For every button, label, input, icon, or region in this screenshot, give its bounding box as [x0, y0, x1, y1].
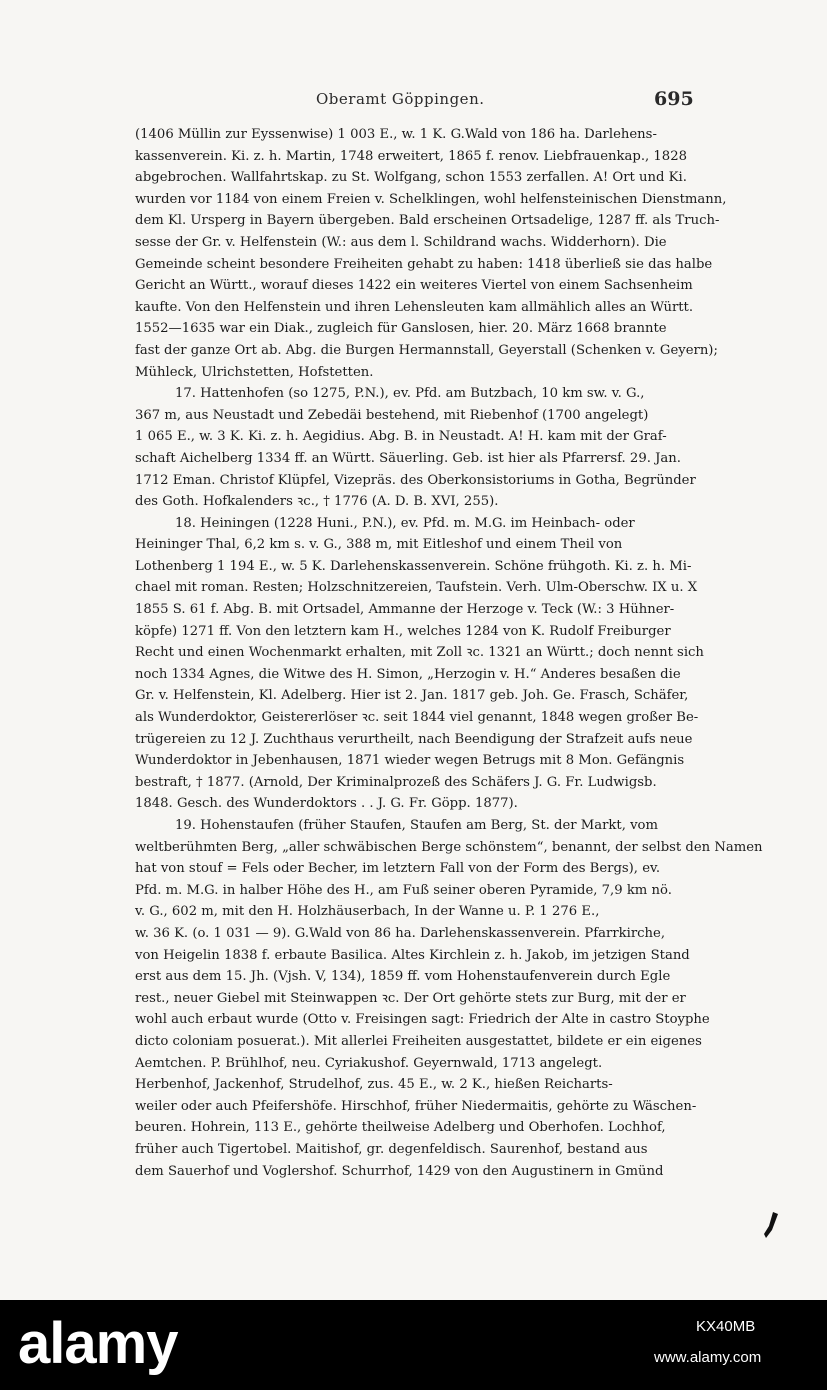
text-line: als Wunderdoktor, Geistererlöser ꝛc. seit 1844 viel genannt, 1848 wegen großer Be-	[135, 710, 699, 726]
text-line: (1406 Müllin zur Eyssenwise) 1 003 E., w. 1 K. G.Wald von 186 ha. Darlehens-	[135, 127, 657, 142]
text-line: Mühleck, Ulrichstetten, Hofstetten.	[135, 364, 374, 380]
text-line: köpfe) 1271 ff. Von den letztern kam H., welches 1284 von K. Rudolf Freiburger	[135, 623, 671, 639]
text-line: Wunderdoktor in Jebenhausen, 1871 wieder wegen Betrugs mit 8 Mon. Gefängnis	[135, 753, 685, 769]
text-line: 1 065 E., w. 3 K. Ki. z. h. Aegidius. Abg. B. in Neustadt. A! H. kam mit der Graf-	[135, 429, 667, 445]
text-line: 1848. Gesch. des Wunderdoktors . . J. G. Fr. Göpp. 1877).	[135, 796, 518, 812]
entry-heading-line: 19. Hohenstaufen (früher Staufen, Staufen am Berg, St. der Markt, vom	[175, 818, 658, 833]
running-head: Oberamt Göppingen.	[316, 90, 485, 108]
text-line: Gemeinde scheint besondere Freiheiten gehabt zu haben: 1418 überließ sie das halbe	[135, 256, 713, 272]
text-line: kassenverein. Ki. z. h. Martin, 1748 erweitert, 1865 f. renov. Liebfrauenkap., 1828	[135, 148, 687, 164]
text-line: 1712 Eman. Christof Klüpfel, Vizepräs. des Oberkonsistoriums in Gotha, Begründer	[135, 472, 696, 488]
text-line: dem Kl. Ursperg in Bayern übergeben. Bald erscheinen Ortsadelige, 1287 ff. als Truch-	[135, 213, 720, 229]
text-line: Pfd. m. M.G. in halber Höhe des H., am Fuß seiner oberen Pyramide, 7,9 km nö.	[135, 882, 672, 898]
text-line: 1855 S. 61 f. Abg. B. mit Ortsadel, Ammanne der Herzoge v. Teck (W.: 3 Hühner-	[135, 602, 675, 618]
text-line: fast der ganze Ort ab. Abg. die Burgen Hermannstall, Geyerstall (Schenken v. Geyern);	[135, 342, 718, 358]
text-line: kaufte. Von den Helfenstein und ihren Lehensleuten kam allmählich alles an Württ.	[135, 299, 694, 315]
text-line: Herbenhof, Jackenhof, Strudelhof, zus. 45 E., w. 2 K., hießen Reicharts-	[135, 1077, 613, 1093]
text-line: rest., neuer Giebel mit Steinwappen ꝛc. Der Ort gehörte stets zur Burg, mit der er	[135, 990, 686, 1006]
text-line: w. 36 K. (o. 1 031 — 9). G.Wald von 86 ha. Darlehenskassenverein. Pfarrkirche,	[135, 925, 666, 941]
text-line: wohl auch erbaut wurde (Otto v. Freisingen sagt: Friedrich der Alte in castro Stoyphe	[135, 1012, 710, 1028]
text-line: weltberühmten Berg, „aller schwäbischen Berge schönstem“, benannt, der selbst den Namen	[135, 839, 763, 855]
text-line: Gericht an Württ., worauf dieses 1422 ein weiteres Viertel von einem Sachsenheim	[135, 278, 693, 294]
text-line: beuren. Hohrein, 113 E., gehörte theilweise Adelberg und Oberhofen. Lochhof,	[135, 1120, 666, 1136]
text-line: Aemtchen. P. Brühlhof, neu. Cyriakushof. Geyernwald, 1713 angelegt.	[135, 1055, 603, 1071]
text-line: weiler oder auch Pfeifershöfe. Hirschhof, früher Niedermaitis, gehörte zu Wäschen-	[135, 1098, 697, 1114]
text-line: früher auch Tigertobel. Maitishof, gr. degenfeldisch. Saurenhof, bestand aus	[135, 1141, 648, 1157]
entry-heading-line: 18. Heiningen (1228 Huni., P.N.), ev. Pfd. m. M.G. im Heinbach- oder	[175, 515, 635, 531]
text-line: trügereien zu 12 J. Zuchthaus verurtheilt, nach Beendigung der Strafzeit aufs neue	[135, 731, 693, 747]
text-line: Heininger Thal, 6,2 km s. v. G., 388 m, mit Eitleshof und einem Theil von	[135, 537, 623, 553]
text-line: des Goth. Hofkalenders ꝛc., † 1776 (A. D. B. XVI, 255).	[135, 494, 499, 510]
watermark-url: www.alamy.com	[654, 1349, 762, 1366]
text-line: dem Sauerhof und Voglershof. Schurrhof, 1429 von den Augustinern in Gmünd	[135, 1163, 664, 1179]
text-line: bestraft, † 1877. (Arnold, Der Kriminalprozeß des Schäfers J. G. Fr. Ludwigsb.	[135, 774, 657, 790]
image-id-label: KX40MB	[696, 1318, 756, 1335]
text-line: hat von stouf = Fels oder Becher, im letztern Fall von der Form des Bergs), ev.	[135, 861, 661, 877]
text-line: 1552—1635 war ein Diak., zugleich für Ganslosen, hier. 20. März 1668 brannte	[135, 321, 667, 337]
entry-heading-line: 17. Hattenhofen (so 1275, P.N.), ev. Pfd. am Butzbach, 10 km sw. v. G.,	[175, 386, 645, 402]
text-line: 367 m, aus Neustadt und Zebedäi bestehend, mit Riebenhof (1700 angelegt)	[135, 407, 649, 423]
text-line: erst aus dem 15. Jh. (Vjsh. V, 134), 1859 ff. vom Hohenstaufenverein durch Egle	[135, 969, 671, 985]
text-line: Recht und einen Wochenmarkt erhalten, mit Zoll ꝛc. 1321 an Württ.; doch nennt sich	[135, 645, 704, 661]
text-line: abgebrochen. Wallfahrtskap. zu St. Wolfgang, schon 1553 zerfallen. A! Ort und Ki.	[135, 170, 687, 186]
page-number: 695	[654, 88, 694, 110]
text-line: chael mit roman. Resten; Holzschnitzereien, Taufstein. Verh. Ulm-Oberschw. IX u. X	[135, 580, 698, 596]
text-line: Lothenberg 1 194 E., w. 5 K. Darlehenskassenverein. Schöne frühgoth. Ki. z. h. Mi-	[135, 558, 692, 574]
text-line: schaft Aichelberg 1334 ff. an Württ. Säuerling. Geb. ist hier als Pfarrersf. 29. Jan.	[135, 450, 681, 466]
text-line: dicto coloniam posuerat.). Mit allerlei Freiheiten ausgestattet, bildete er ein eigenes	[135, 1033, 702, 1049]
alamy-logo: alamy	[18, 1311, 178, 1376]
text-line: von Heigelin 1838 f. erbaute Basilica. Altes Kirchlein z. h. Jakob, im jetzigen Stand	[135, 947, 690, 963]
body-text	[135, 124, 763, 1182]
ink-smudge	[764, 1212, 778, 1238]
text-line: wurden vor 1184 von einem Freien v. Schelklingen, wohl helfensteinischen Dienstmann,	[135, 191, 727, 207]
text-line: sesse der Gr. v. Helfenstein (W.: aus dem l. Schildrand wachs. Widderhorn). Die	[135, 234, 667, 250]
text-line: v. G., 602 m, mit den H. Holzhäuserbach, In der Wanne u. P. 1 276 E.,	[135, 904, 600, 920]
text-line: Gr. v. Helfenstein, Kl. Adelberg. Hier ist 2. Jan. 1817 geb. Joh. Ge. Frasch, Schäfer,	[135, 688, 689, 704]
text-line: noch 1334 Agnes, die Witwe des H. Simon, „Herzogin v. H.“ Anderes besaßen die	[135, 666, 681, 682]
